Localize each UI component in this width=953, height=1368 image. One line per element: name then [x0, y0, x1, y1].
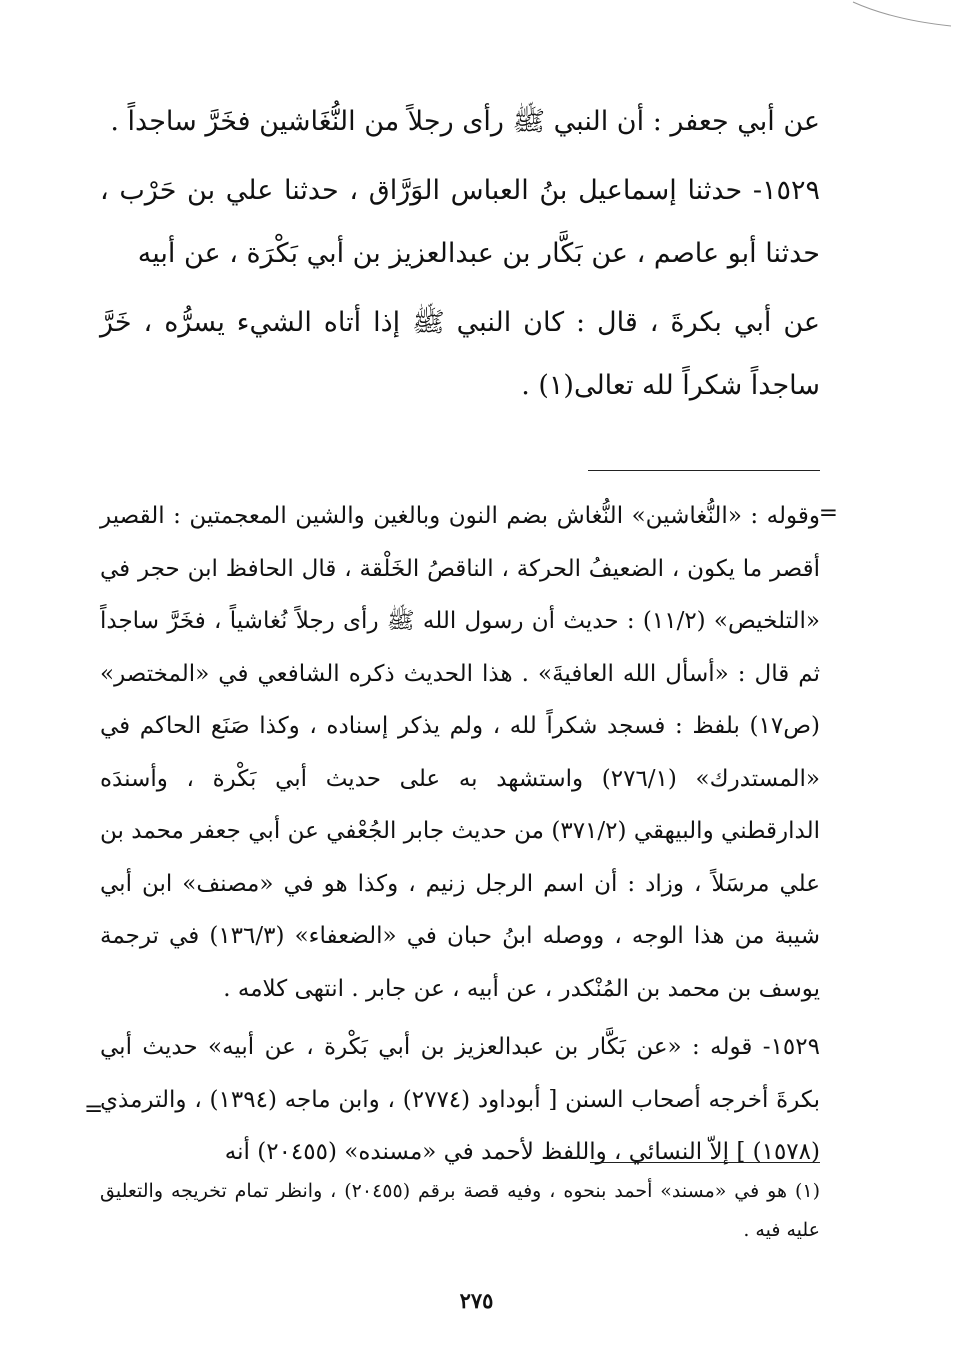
page-number: ٢٧٥ [459, 1288, 494, 1313]
footnote-separator [590, 1162, 820, 1163]
footnote-1: (١) هو في «مسند» أحمد بنحوه ، وفيه قصة برقم (٢٠٤٥٥) ، وانظر تمام تخريجه والتعليق عليه فيه . [100, 1180, 820, 1241]
commentary-separator [588, 470, 820, 471]
commentary-paragraph-1529: ١٥٢٩- قوله : «عن بَكَّار بن عبدالعزيز بن أبي بَكْرة ، عن أبيه» حديث أبي بكرةَ أخرجه أصحاب السنن [ أبوداود (٢٧٧٤) ، وابن ماجه (١٣٩٤) ، والترمذي (١٥٧٨) ] إلاّ النسائي ، واللفظ لأحمد في «مسنده» (٢٠٤٥٥) أنه [100, 1034, 820, 1165]
footnote [100, 1172, 820, 1250]
commentary-paragraph-1: وقوله : «النُّغاشين» النُّغاش بضم النون وبالغين والشين المعجمتين : القصير أقصر ما يكون ، الضعيفُ الحركة ، الناقصُ الخَلْقة ، قال الحافظ ابن حجر في «التلخيص» (١١/٢) : حديث أن رسول الله ﷺ رأى رجلاً نُغاشياً ، فخَرَّ ساجداً ثم قال : «أسأل الله العافيةَ» . هذا الحديث ذكره الشافعي في «المختصر» (ص١٧) بلفظ : فسجد شكراً لله ، ولم يذكر إسناده ، وكذا صَنَع الحاكم في «المستدرك» (٢٧٦/١) واستشهد به على حديث أبي بَكْرة ، وأسندَه الدارقطني والبيهقي (٣٧١/٢) من حديث جابر الجُعْفي عن أبي جعفر محمد بن علي مرسَلاً ، وزاد : أن اسم الرجل زنيم ، وكذا هو في «مصنف» ابن أبي شيبة من هذا الوجه ، ووصله ابنُ حبان في «الضعفاء» (١٣٦/٣) في ترجمة يوسف بن محمد بن المُنْكدر ، عن أبيه ، عن جابر . انتهى كلامه . [100, 503, 821, 1002]
hadith-text-1: عن أبي جعفر : أن النبي ﷺ رأى رجلاً من النُّغَاشين فخَرَّ ساجداً . [110, 106, 820, 137]
isnad-1529: ١٥٢٩- حدثنا إسماعيل بنُ العباس الوَرَّاق ، حدثنا علي بن حَرْب ، حدثنا أبو عاصم ، عن بَكَّار بن عبدالعزيز بن أبي بَكْرَة ، عن أبيه [100, 175, 820, 269]
scan-corner-mark [843, 0, 953, 40]
continuation-mark-end: = [84, 1096, 104, 1122]
hadith-text-1529: عن أبي بكرةَ ، قال : كان النبي ﷺ إذا أتاه الشيء يسرُّه ، خَرَّ ساجداً شكراً لله تعالى(١) . [100, 307, 820, 401]
continuation-mark-start: = [818, 500, 838, 526]
main-text [100, 90, 820, 423]
commentary [100, 490, 820, 1185]
